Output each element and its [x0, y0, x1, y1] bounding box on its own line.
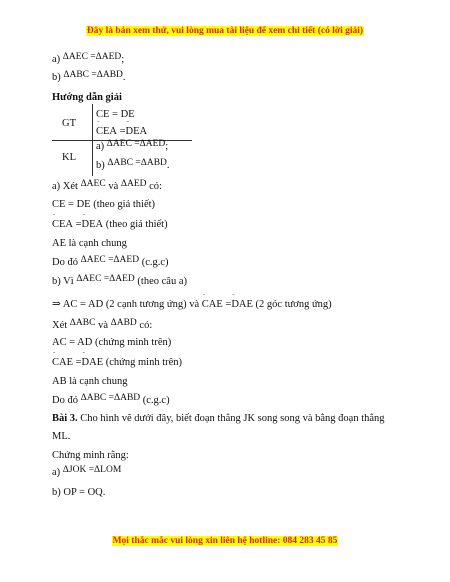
gt-kl-table: [52, 104, 192, 176]
sol-line-5: Do đó ΔAEC =ΔAED (c.g.c): [52, 255, 169, 268]
bai3-text-1: Bài 3. Cho hình vẽ dưới đây, biết đoạn thẳng JK song song và bằng đoạn thẳng: [52, 413, 385, 424]
kl-label: KL: [62, 152, 76, 163]
task-a: a) ΔAEC =ΔAED;: [52, 52, 125, 65]
hotline-banner: Mọi thắc mắc vui lòng xin liên hệ hotline: 084 283 45 85: [112, 536, 338, 546]
sol-line-9: AC = AD (chứng minh trên): [52, 337, 172, 348]
sol-line-8: Xét ΔABC và ΔABD có:: [52, 318, 153, 331]
sol-line-6: b) Vì ΔAEC =ΔAED (theo câu a): [52, 274, 187, 287]
sol-line-12: Do đó ΔABC =ΔABD (c.g.c): [52, 393, 170, 406]
task-b: b) ΔABC =ΔABD.: [52, 70, 126, 83]
sol-line-4: AE là cạnh chung: [52, 238, 127, 249]
sol-line-7: ⇒ AC = AD (2 cạnh tương ứng) và ˆ CAE =ˆ DAE (2 góc tương ứng): [52, 298, 332, 310]
bai3-b: b) OP = OQ.: [52, 487, 106, 498]
kl-line-2: b) ΔABC =ΔABD.: [96, 158, 170, 171]
sol-line-2: CE = DE (theo giả thiết): [52, 199, 156, 210]
sol-line-1: a) Xét ΔAEC và ΔAED có:: [52, 179, 162, 192]
sol-line-3: ˆ CEA =ˆ DEA (theo giả thiết): [52, 219, 168, 230]
bai3-text-2: ML.: [52, 431, 71, 442]
guide-title: Hướng dẫn giải: [52, 92, 122, 103]
bai3-a: a) ΔJOK =ΔLOM: [52, 465, 122, 478]
bai3-prove: Chứng minh rằng:: [52, 450, 129, 461]
kl-line-1: a) ΔAEC =ΔAED;: [96, 139, 169, 152]
gt-label: GT: [62, 118, 76, 129]
gt-line-2: ˆ CEA =ˆ DEA: [96, 126, 147, 137]
preview-banner: Đây là bản xem thử, vui lòng mua tài liệu để xem chi tiết (có lời giải): [86, 26, 364, 36]
sol-line-10: ˆ CAE =ˆ DAE (chứng minh trên): [52, 357, 182, 368]
sol-line-11: AB là cạnh chung: [52, 376, 128, 387]
gt-line-1: CE = DE: [96, 109, 135, 120]
